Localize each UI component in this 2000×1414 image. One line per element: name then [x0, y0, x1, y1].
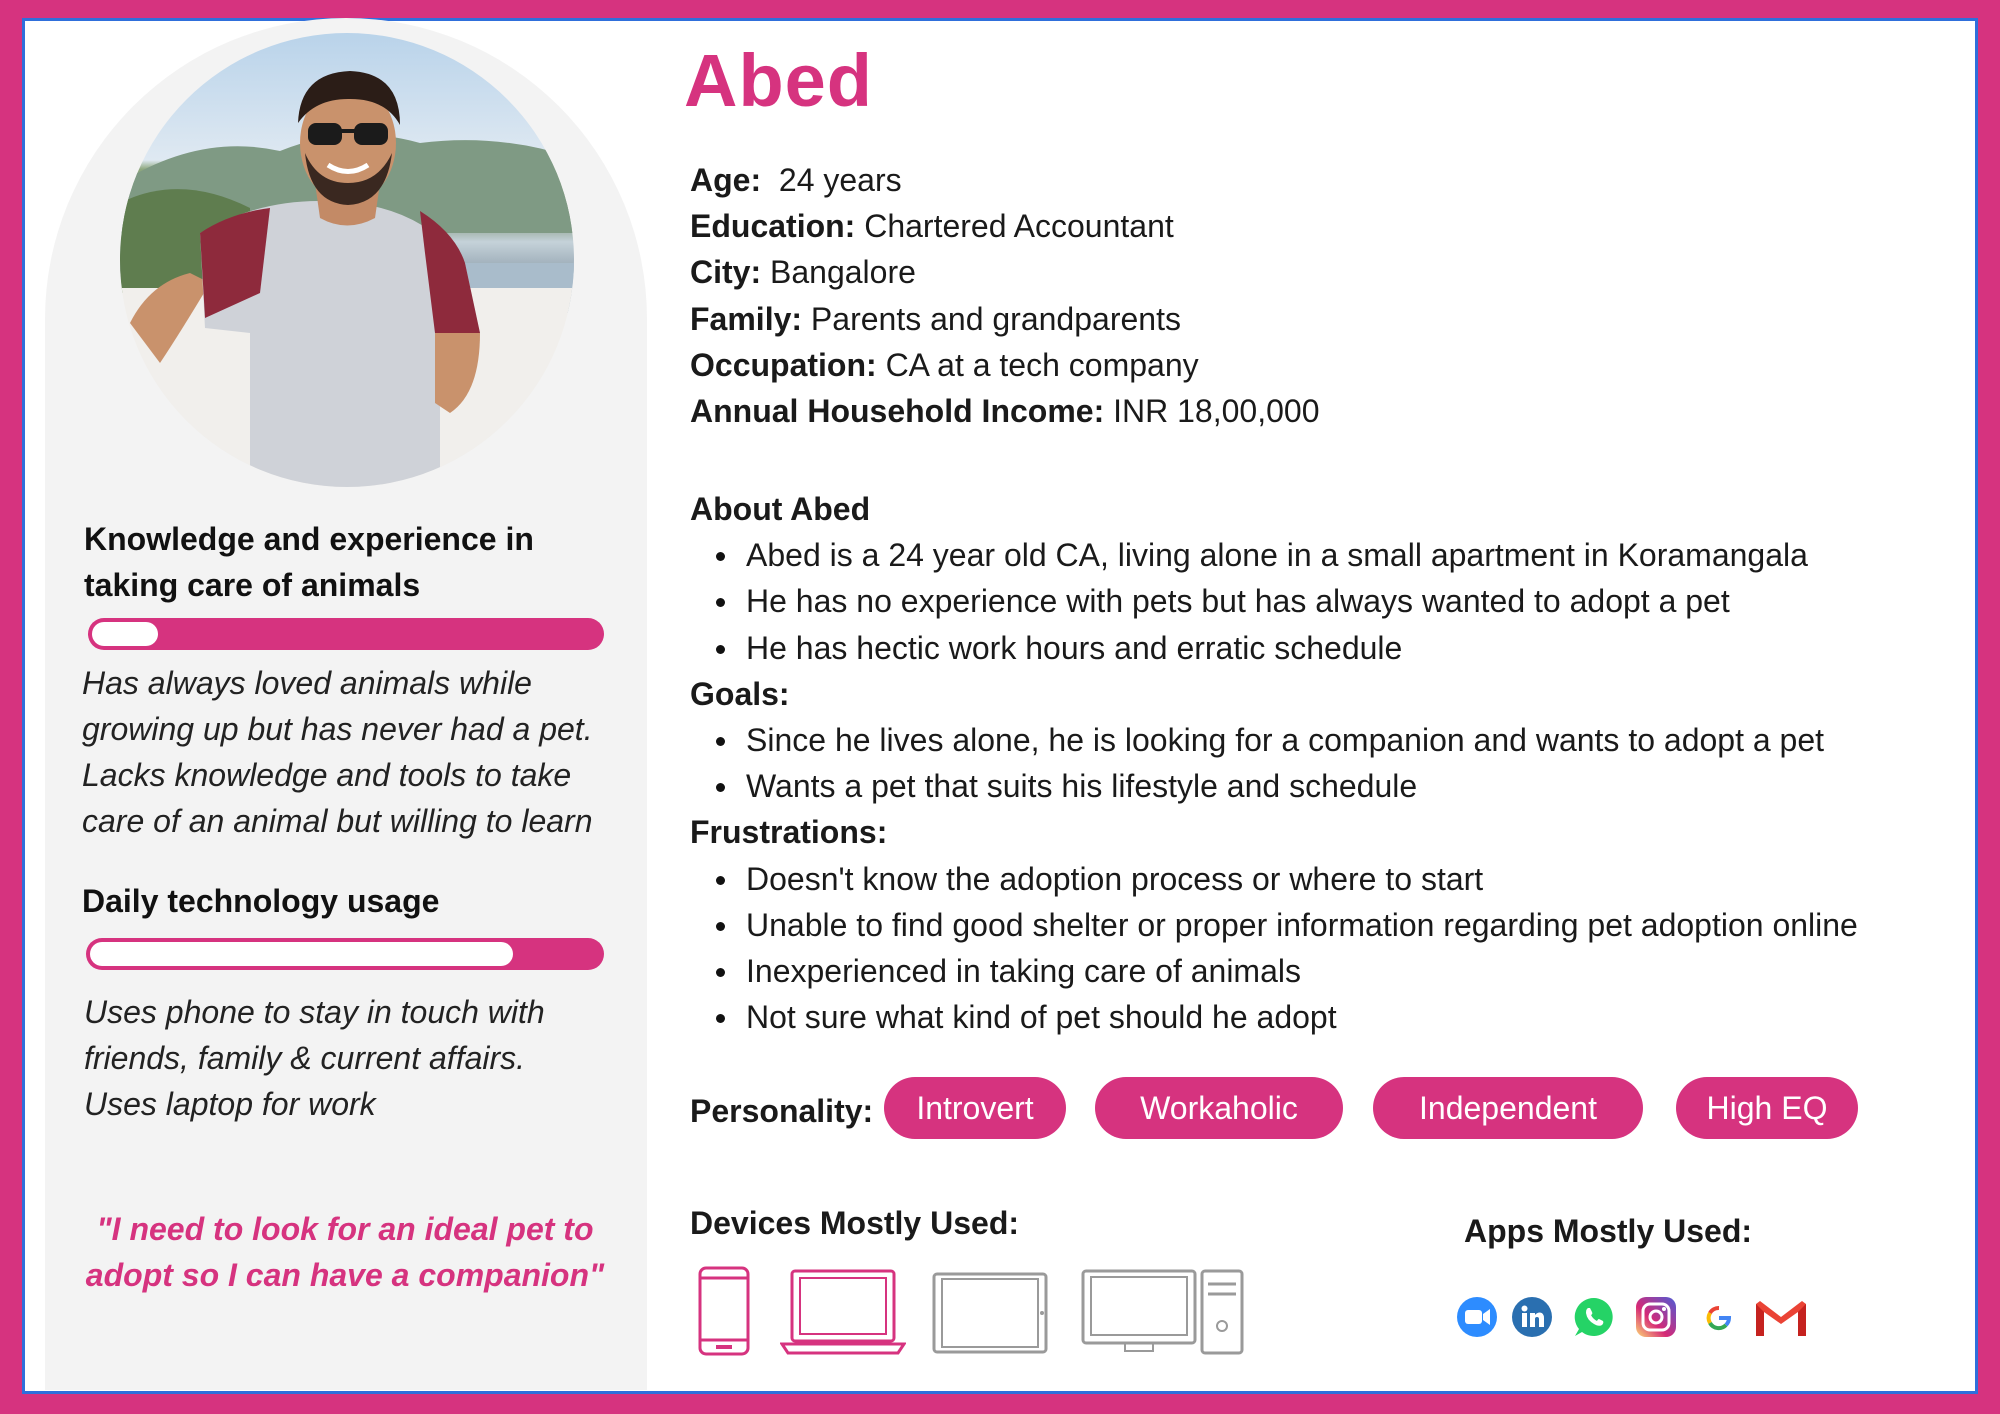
technology-meter [86, 938, 604, 970]
about-title: About Abed [690, 491, 871, 527]
personality-label: Personality: [690, 1093, 874, 1129]
knowledge-meter-fill [92, 622, 158, 646]
tablet-icon [932, 1272, 1048, 1354]
quote-line: adopt so I can have a companion" [85, 1257, 605, 1293]
technology-meter-fill [90, 942, 513, 966]
trait-pill-introvert: Introvert [884, 1077, 1066, 1139]
detail-label: Occupation: [690, 346, 877, 383]
detail-label: Age: [690, 162, 762, 198]
detail-value: INR 18,00,000 [1113, 393, 1320, 430]
detail-value: Bangalore [770, 254, 916, 291]
goal-item: Since he lives alone, he is looking for a companion and wants to adopt a pet [690, 717, 1858, 763]
about-item: Abed is a 24 year old CA, living alone in a small apartment in Koramangala [690, 532, 1858, 578]
zoom-icon [1456, 1296, 1498, 1338]
detail-label: Education: [690, 208, 856, 245]
google-icon [1702, 1301, 1736, 1335]
whatsapp-icon [1573, 1296, 1615, 1338]
technology-title: Daily technology usage [82, 883, 440, 919]
goals-list [690, 717, 1858, 809]
knowledge-description [82, 660, 593, 844]
technology-line: friends, family & current affairs. [84, 1040, 526, 1076]
detail-row-education [690, 203, 1319, 249]
devices-label: Devices Mostly Used: [690, 1205, 1020, 1241]
persona-details [690, 157, 1319, 434]
detail-row-occupation [690, 342, 1319, 388]
knowledge-meter [88, 618, 604, 650]
detail-row-family [690, 296, 1319, 342]
knowledge-line: Has always loved animals while [82, 665, 532, 701]
linkedin-icon [1511, 1296, 1553, 1338]
detail-row-age [690, 157, 1319, 203]
detail-row-city [690, 249, 1319, 295]
frustration-item: Unable to find good shelter or proper information regarding pet adoption online [690, 902, 1858, 948]
knowledge-line: care of an animal but willing to learn [82, 803, 593, 839]
knowledge-line: growing up but has never had a pet. [82, 711, 593, 747]
frustrations-title: Frustrations: [690, 814, 888, 851]
about-item: He has hectic work hours and erratic schedule [690, 625, 1858, 671]
apps-label: Apps Mostly Used: [1464, 1213, 1753, 1249]
gmail-icon [1754, 1296, 1808, 1338]
detail-value: Parents and grandparents [810, 300, 1181, 337]
frustrations-list [690, 856, 1858, 1041]
about-list [690, 532, 1858, 671]
knowledge-title-line2: taking care of animals [84, 567, 421, 603]
detail-label: Family: [690, 300, 803, 337]
frustration-item: Not sure what kind of pet should he adopt [690, 994, 1858, 1040]
detail-label: City: [690, 254, 762, 291]
technology-line: Uses phone to stay in touch with [84, 994, 545, 1030]
detail-label: Annual Household Income: [690, 393, 1105, 430]
about-item: He has no experience with pets but has always wanted to adopt a pet [690, 578, 1858, 624]
technology-line: Uses laptop for work [84, 1086, 376, 1122]
about-section [690, 486, 1858, 1040]
phone-icon [698, 1266, 750, 1356]
knowledge-title-line1: Knowledge and experience in [84, 521, 534, 557]
frustration-item: Doesn't know the adoption process or where to start [690, 856, 1858, 902]
instagram-icon [1635, 1296, 1677, 1338]
trait-pill-workaholic: Workaholic [1095, 1077, 1343, 1139]
knowledge-line: Lacks knowledge and tools to take [82, 757, 572, 793]
goals-title: Goals: [690, 675, 790, 712]
persona-quote [60, 1206, 630, 1298]
goal-item: Wants a pet that suits his lifestyle and schedule [690, 763, 1858, 809]
laptop-icon [780, 1268, 906, 1356]
detail-value: 24 years [778, 162, 902, 198]
detail-value: Chartered Accountant [864, 208, 1174, 245]
persona-name: Abed [684, 39, 873, 122]
quote-line: "I need to look for an ideal pet to [96, 1211, 594, 1247]
avatar-photo [120, 33, 574, 487]
frustration-item: Inexperienced in taking care of animals [690, 948, 1858, 994]
desktop-icon [1080, 1268, 1246, 1356]
technology-description [84, 989, 545, 1127]
detail-value: CA at a tech company [885, 346, 1199, 383]
detail-row-income [690, 388, 1319, 434]
trait-pill-independent: Independent [1373, 1077, 1643, 1139]
trait-pill-high-eq: High EQ [1676, 1077, 1858, 1139]
